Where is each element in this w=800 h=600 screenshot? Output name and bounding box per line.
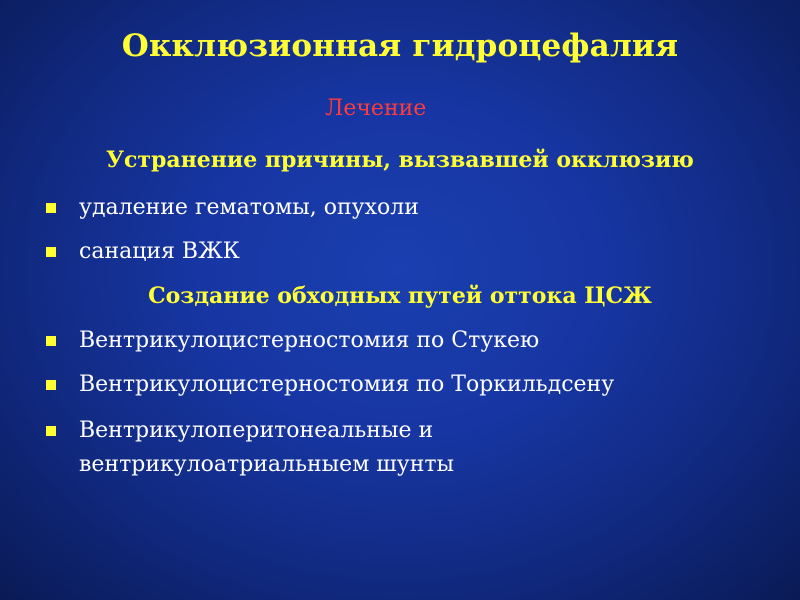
- section-heading-cause-removal: Устранение причины, вызвавшей окклюзию: [106, 147, 694, 173]
- square-bullet-icon: [46, 426, 56, 436]
- list-item-text: Вентрикулоцистерностомия по Торкильдсену: [79, 372, 615, 397]
- list-item-text: удаление гематомы, опухоли: [79, 195, 419, 220]
- square-bullet-icon: [46, 336, 56, 346]
- square-bullet-icon: [46, 247, 56, 257]
- square-bullet-icon: [46, 203, 56, 213]
- square-bullet-icon: [46, 380, 56, 390]
- list-item-text: Вентрикулоцистерностомия по Стукею: [79, 328, 540, 353]
- list-item-text: санация ВЖК: [79, 239, 240, 264]
- section-heading-bypass: Создание обходных путей оттока ЦСЖ: [148, 283, 652, 309]
- list-item-text: Вентрикулоперитонеальные и вентрикулоатриальныем шунты: [79, 418, 455, 477]
- slide-subtitle: Лечение: [325, 96, 427, 121]
- slide-title: Окклюзионная гидроцефалия: [121, 28, 679, 64]
